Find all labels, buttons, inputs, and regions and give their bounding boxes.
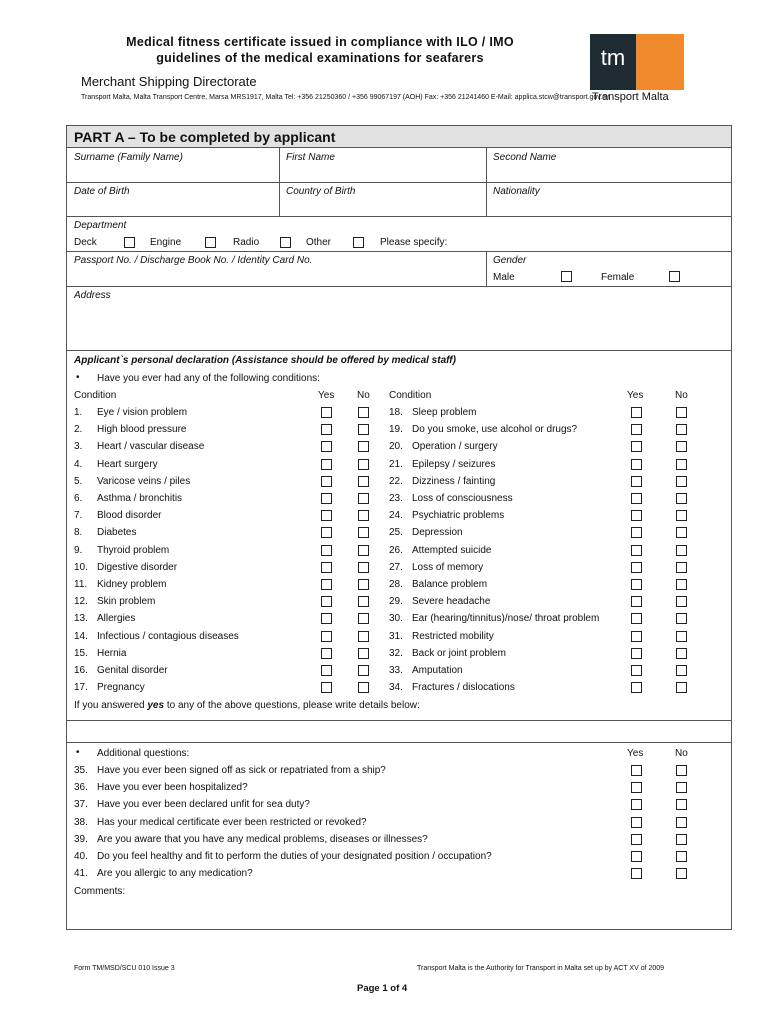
details-yes: yes: [147, 700, 165, 711]
additional-question-label: Have you ever been declared unfit for sea duty?: [97, 799, 310, 811]
details-field[interactable]: [70, 721, 728, 741]
condition-right-label: Psychiatric problems: [412, 510, 505, 522]
additional-yes-checkbox[interactable]: [631, 834, 642, 845]
condition-left-label: Genital disorder: [97, 665, 168, 676]
male-checkbox[interactable]: [561, 271, 572, 282]
condition-left-label: Skin problem: [97, 596, 156, 608]
condition-right-number: 34.: [389, 682, 403, 694]
second-name-field[interactable]: [490, 165, 728, 180]
condition-left-label: Heart / vascular disease: [97, 441, 205, 453]
address-label: Address: [74, 290, 111, 301]
condition-left-number: 12.: [74, 596, 88, 608]
condition-no-checkbox[interactable]: [358, 631, 369, 642]
country-of-birth-label: Country of Birth: [286, 186, 356, 197]
engine-checkbox[interactable]: [205, 237, 216, 248]
condition-yes-checkbox[interactable]: [321, 562, 332, 573]
condition-no-checkbox[interactable]: [676, 648, 687, 659]
condition-left-label: Allergies: [97, 613, 136, 625]
male-label: Male: [493, 272, 515, 283]
additional-no-checkbox[interactable]: [676, 851, 687, 862]
surname-label: Surname (Family Name): [74, 152, 183, 163]
document-title: [80, 34, 560, 66]
condition-no-checkbox[interactable]: [358, 476, 369, 487]
logo-mark: tm: [590, 34, 636, 90]
condition-yes-checkbox[interactable]: [631, 459, 642, 470]
dob-label: Date of Birth: [74, 186, 130, 197]
part-a-heading: PART A – To be completed by applicant: [67, 126, 731, 148]
condition-no-checkbox[interactable]: [676, 579, 687, 590]
condition-yes-checkbox[interactable]: [321, 579, 332, 590]
additional-yes-checkbox[interactable]: [631, 851, 642, 862]
form-id: Form TM/MSD/SCU 010 Issue 3: [74, 965, 175, 972]
condition-left-number: 2.: [74, 424, 83, 436]
condition-left-number: 5.: [74, 475, 83, 487]
bullet-icon: •: [76, 372, 80, 383]
condition-left-label: Eye / vision problem: [97, 407, 188, 418]
passport-field[interactable]: [70, 268, 480, 283]
condition-left-label: High blood pressure: [97, 424, 187, 436]
condition-right-label: Fractures / dislocations: [412, 682, 515, 694]
additional-no-checkbox[interactable]: [676, 817, 687, 828]
condition-yes-checkbox[interactable]: [321, 596, 332, 607]
please-specify-label: Please specify:: [380, 237, 448, 248]
comments-label: Comments:: [74, 886, 126, 897]
col-no-left: No: [357, 390, 370, 401]
condition-no-checkbox[interactable]: [358, 545, 369, 556]
condition-yes-checkbox[interactable]: [631, 493, 642, 504]
condition-right-label: Ear (hearing/tinnitus)/nose/ throat problem: [412, 613, 600, 625]
condition-right-number: 31.: [389, 630, 403, 642]
condition-right-label: Amputation: [412, 665, 463, 676]
second-name-label: Second Name: [493, 152, 557, 163]
condition-yes-checkbox[interactable]: [631, 665, 642, 676]
additional-question-number: 36.: [74, 782, 88, 794]
additional-no-checkbox[interactable]: [676, 782, 687, 793]
condition-no-checkbox[interactable]: [676, 631, 687, 642]
deck-checkbox[interactable]: [124, 237, 135, 248]
logo-orange-block: [636, 34, 684, 90]
condition-yes-checkbox[interactable]: [631, 596, 642, 607]
additional-no-checkbox[interactable]: [676, 868, 687, 879]
please-specify-field[interactable]: [455, 235, 725, 249]
col-yes-additional: Yes: [627, 748, 644, 759]
condition-yes-checkbox[interactable]: [631, 527, 642, 538]
condition-yes-checkbox[interactable]: [631, 648, 642, 659]
condition-right-label: Attempted suicide: [412, 544, 492, 556]
condition-no-checkbox[interactable]: [358, 510, 369, 521]
conditions-intro: Have you ever had any of the following conditions:: [97, 373, 320, 384]
condition-yes-checkbox[interactable]: [631, 682, 642, 693]
condition-left-number: 4.: [74, 458, 83, 470]
condition-left-label: Blood disorder: [97, 510, 162, 522]
nationality-field[interactable]: [490, 199, 728, 214]
engine-label: Engine: [150, 237, 182, 248]
condition-right-number: 24.: [389, 510, 403, 522]
condition-no-checkbox[interactable]: [358, 665, 369, 676]
condition-right-label: Dizziness / fainting: [412, 475, 496, 487]
condition-right-number: 29.: [389, 596, 403, 608]
additional-intro: Additional questions:: [97, 748, 190, 759]
condition-yes-checkbox[interactable]: [631, 613, 642, 624]
condition-no-checkbox[interactable]: [358, 682, 369, 693]
condition-yes-checkbox[interactable]: [321, 407, 332, 418]
condition-no-checkbox[interactable]: [358, 562, 369, 573]
additional-no-checkbox[interactable]: [676, 765, 687, 776]
condition-yes-checkbox[interactable]: [631, 545, 642, 556]
additional-question-number: 35.: [74, 765, 88, 776]
condition-no-checkbox[interactable]: [676, 527, 687, 538]
title-line-2: guidelines of the medical examinations for seafarers: [156, 51, 484, 65]
condition-yes-checkbox[interactable]: [321, 527, 332, 538]
col-yes-right: Yes: [627, 390, 644, 401]
other-checkbox[interactable]: [353, 237, 364, 248]
additional-question-label: Have you ever been signed off as sick or repatriated from a ship?: [97, 765, 386, 776]
condition-yes-checkbox[interactable]: [321, 648, 332, 659]
condition-right-label: Operation / surgery: [412, 441, 498, 453]
condition-left-number: 8.: [74, 527, 83, 539]
condition-yes-checkbox[interactable]: [631, 407, 642, 418]
radio-checkbox[interactable]: [280, 237, 291, 248]
condition-right-number: 26.: [389, 544, 403, 556]
condition-left-number: 13.: [74, 613, 88, 625]
condition-yes-checkbox[interactable]: [321, 510, 332, 521]
condition-no-checkbox[interactable]: [676, 613, 687, 624]
additional-question-label: Are you allergic to any medication?: [97, 868, 253, 880]
condition-right-label: Do you smoke, use alcohol or drugs?: [412, 424, 578, 436]
additional-question-number: 39.: [74, 833, 88, 845]
condition-no-checkbox[interactable]: [676, 665, 687, 676]
condition-left-number: 11.: [74, 579, 88, 590]
additional-yes-checkbox[interactable]: [631, 868, 642, 879]
condition-yes-checkbox[interactable]: [631, 510, 642, 521]
condition-right-number: 20.: [389, 441, 403, 453]
condition-right-number: 30.: [389, 613, 403, 625]
condition-left-number: 17.: [74, 682, 88, 694]
female-label: Female: [601, 272, 635, 283]
page-number: Page 1 of 4: [357, 983, 408, 994]
authority-note: Transport Malta is the Authority for Transport in Malta set up by ACT XV of 2009: [417, 965, 665, 972]
first-name-label: First Name: [286, 152, 335, 163]
condition-no-checkbox[interactable]: [676, 562, 687, 573]
additional-question-number: 41.: [74, 868, 88, 880]
condition-right-label: Loss of memory: [412, 561, 484, 573]
additional-yes-checkbox[interactable]: [631, 765, 642, 776]
condition-left-number: 7.: [74, 510, 83, 522]
title-line-1: Medical fitness certificate issued in compliance with ILO / IMO: [126, 35, 514, 49]
condition-left-number: 6.: [74, 493, 83, 504]
condition-yes-checkbox[interactable]: [321, 682, 332, 693]
condition-no-checkbox[interactable]: [358, 493, 369, 504]
condition-right-label: Back or joint problem: [412, 647, 506, 659]
condition-yes-checkbox[interactable]: [321, 665, 332, 676]
condition-no-checkbox[interactable]: [358, 407, 369, 418]
additional-question-number: 40.: [74, 851, 88, 862]
condition-no-checkbox[interactable]: [358, 613, 369, 624]
condition-left-number: 3.: [74, 441, 83, 453]
condition-no-checkbox[interactable]: [358, 459, 369, 470]
additional-question-label: Has your medical certificate ever been restricted or revoked?: [97, 816, 367, 828]
col-condition-right: Condition: [389, 390, 432, 401]
directorate: Merchant Shipping Directorate: [81, 74, 257, 89]
bullet-icon: •: [76, 747, 80, 758]
first-name-field[interactable]: [283, 165, 483, 180]
condition-right-number: 27.: [389, 561, 403, 573]
radio-label: Radio: [233, 237, 260, 248]
condition-yes-checkbox[interactable]: [321, 424, 332, 435]
condition-no-checkbox[interactable]: [676, 682, 687, 693]
condition-no-checkbox[interactable]: [358, 579, 369, 590]
address-field[interactable]: [70, 303, 728, 347]
col-no-right: No: [675, 390, 688, 401]
condition-left-number: 9.: [74, 544, 83, 556]
condition-no-checkbox[interactable]: [676, 441, 687, 452]
condition-right-number: 32.: [389, 647, 403, 659]
condition-left-label: Thyroid problem: [97, 544, 170, 556]
col-no-additional: No: [675, 748, 688, 759]
details-pre: If you answered: [74, 700, 148, 711]
condition-yes-checkbox[interactable]: [321, 631, 332, 642]
condition-right-number: 25.: [389, 527, 403, 539]
additional-question-label: Have you ever been hospitalized?: [97, 782, 248, 794]
condition-no-checkbox[interactable]: [676, 459, 687, 470]
condition-yes-checkbox[interactable]: [321, 476, 332, 487]
additional-question-label: Do you feel healthy and fit to perform the duties of your designated position / occupation?: [97, 851, 492, 862]
additional-question-number: 37.: [74, 799, 88, 811]
condition-yes-checkbox[interactable]: [631, 631, 642, 642]
surname-field[interactable]: [70, 165, 275, 180]
condition-right-number: 18.: [389, 407, 403, 418]
comments-field[interactable]: [70, 900, 728, 928]
deck-label: Deck: [74, 237, 97, 248]
condition-right-number: 19.: [389, 424, 403, 436]
condition-right-number: 33.: [389, 665, 403, 676]
condition-right-label: Depression: [412, 527, 463, 539]
condition-left-label: Infectious / contagious diseases: [97, 630, 239, 642]
condition-yes-checkbox[interactable]: [631, 476, 642, 487]
condition-no-checkbox[interactable]: [676, 407, 687, 418]
condition-right-number: 22.: [389, 475, 403, 487]
condition-yes-checkbox[interactable]: [321, 459, 332, 470]
condition-right-number: 21.: [389, 458, 403, 470]
condition-no-checkbox[interactable]: [358, 441, 369, 452]
condition-right-label: Balance problem: [412, 579, 488, 590]
condition-left-label: Digestive disorder: [97, 561, 178, 573]
condition-left-label: Asthma / bronchitis: [97, 493, 183, 504]
transport-malta-logo: [590, 34, 684, 90]
condition-yes-checkbox[interactable]: [321, 613, 332, 624]
condition-no-checkbox[interactable]: [676, 545, 687, 556]
department-label: Department: [74, 220, 127, 231]
condition-left-number: 14.: [74, 630, 88, 642]
condition-left-label: Heart surgery: [97, 458, 158, 470]
gender-label: Gender: [493, 255, 527, 266]
condition-left-label: Pregnancy: [97, 682, 145, 694]
condition-left-number: 15.: [74, 647, 88, 659]
contact-info: Transport Malta, Malta Transport Centre, Marsa MRS1917, Malta Tel: +356 21250360 / +356 99067197 (AOH) Fax: +356 21241460 E-Mail: applica.stcw@transport.gov.mt: [81, 94, 610, 101]
condition-yes-checkbox[interactable]: [631, 579, 642, 590]
col-yes-left: Yes: [318, 390, 335, 401]
additional-yes-checkbox[interactable]: [631, 782, 642, 793]
condition-right-label: Sleep problem: [412, 407, 477, 418]
condition-yes-checkbox[interactable]: [631, 424, 642, 435]
declaration-heading: Applicant`s personal declaration (Assistance should be offered by medical staff): [74, 355, 456, 366]
details-instruction: [74, 700, 420, 711]
passport-label: Passport No. / Discharge Book No. / Identity Card No.: [74, 255, 313, 266]
condition-left-label: Varicose veins / piles: [97, 475, 191, 487]
country-of-birth-field[interactable]: [283, 199, 483, 214]
condition-no-checkbox[interactable]: [358, 648, 369, 659]
condition-left-number: 16.: [74, 665, 88, 676]
additional-yes-checkbox[interactable]: [631, 817, 642, 828]
logo-caption: Transport Malta: [592, 91, 669, 103]
nationality-label: Nationality: [493, 186, 540, 197]
additional-yes-checkbox[interactable]: [631, 799, 642, 810]
condition-right-label: Restricted mobility: [412, 630, 494, 642]
condition-no-checkbox[interactable]: [676, 476, 687, 487]
female-checkbox[interactable]: [669, 271, 680, 282]
condition-right-number: 23.: [389, 493, 403, 504]
condition-yes-checkbox[interactable]: [321, 545, 332, 556]
condition-no-checkbox[interactable]: [358, 424, 369, 435]
dob-field[interactable]: [70, 199, 275, 214]
condition-no-checkbox[interactable]: [676, 596, 687, 607]
condition-left-label: Diabetes: [97, 527, 137, 539]
condition-no-checkbox[interactable]: [676, 510, 687, 521]
additional-question-label: Are you aware that you have any medical problems, diseases or illnesses?: [97, 833, 428, 845]
condition-no-checkbox[interactable]: [676, 493, 687, 504]
condition-left-label: Kidney problem: [97, 579, 167, 590]
condition-right-label: Loss of consciousness: [412, 493, 513, 504]
other-label: Other: [306, 237, 332, 248]
additional-no-checkbox[interactable]: [676, 799, 687, 810]
condition-left-number: 1.: [74, 407, 83, 418]
condition-left-number: 10.: [74, 561, 88, 573]
condition-right-number: 28.: [389, 579, 403, 590]
condition-yes-checkbox[interactable]: [321, 441, 332, 452]
additional-question-number: 38.: [74, 816, 88, 828]
additional-no-checkbox[interactable]: [676, 834, 687, 845]
condition-no-checkbox[interactable]: [358, 527, 369, 538]
col-condition-left: Condition: [74, 390, 117, 401]
condition-right-label: Severe headache: [412, 596, 491, 608]
condition-no-checkbox[interactable]: [676, 424, 687, 435]
details-post: to any of the above questions, please write details below:: [164, 700, 420, 711]
condition-right-label: Epilepsy / seizures: [412, 458, 496, 470]
condition-yes-checkbox[interactable]: [631, 441, 642, 452]
condition-left-label: Hernia: [97, 647, 127, 659]
condition-yes-checkbox[interactable]: [321, 493, 332, 504]
condition-no-checkbox[interactable]: [358, 596, 369, 607]
condition-yes-checkbox[interactable]: [631, 562, 642, 573]
